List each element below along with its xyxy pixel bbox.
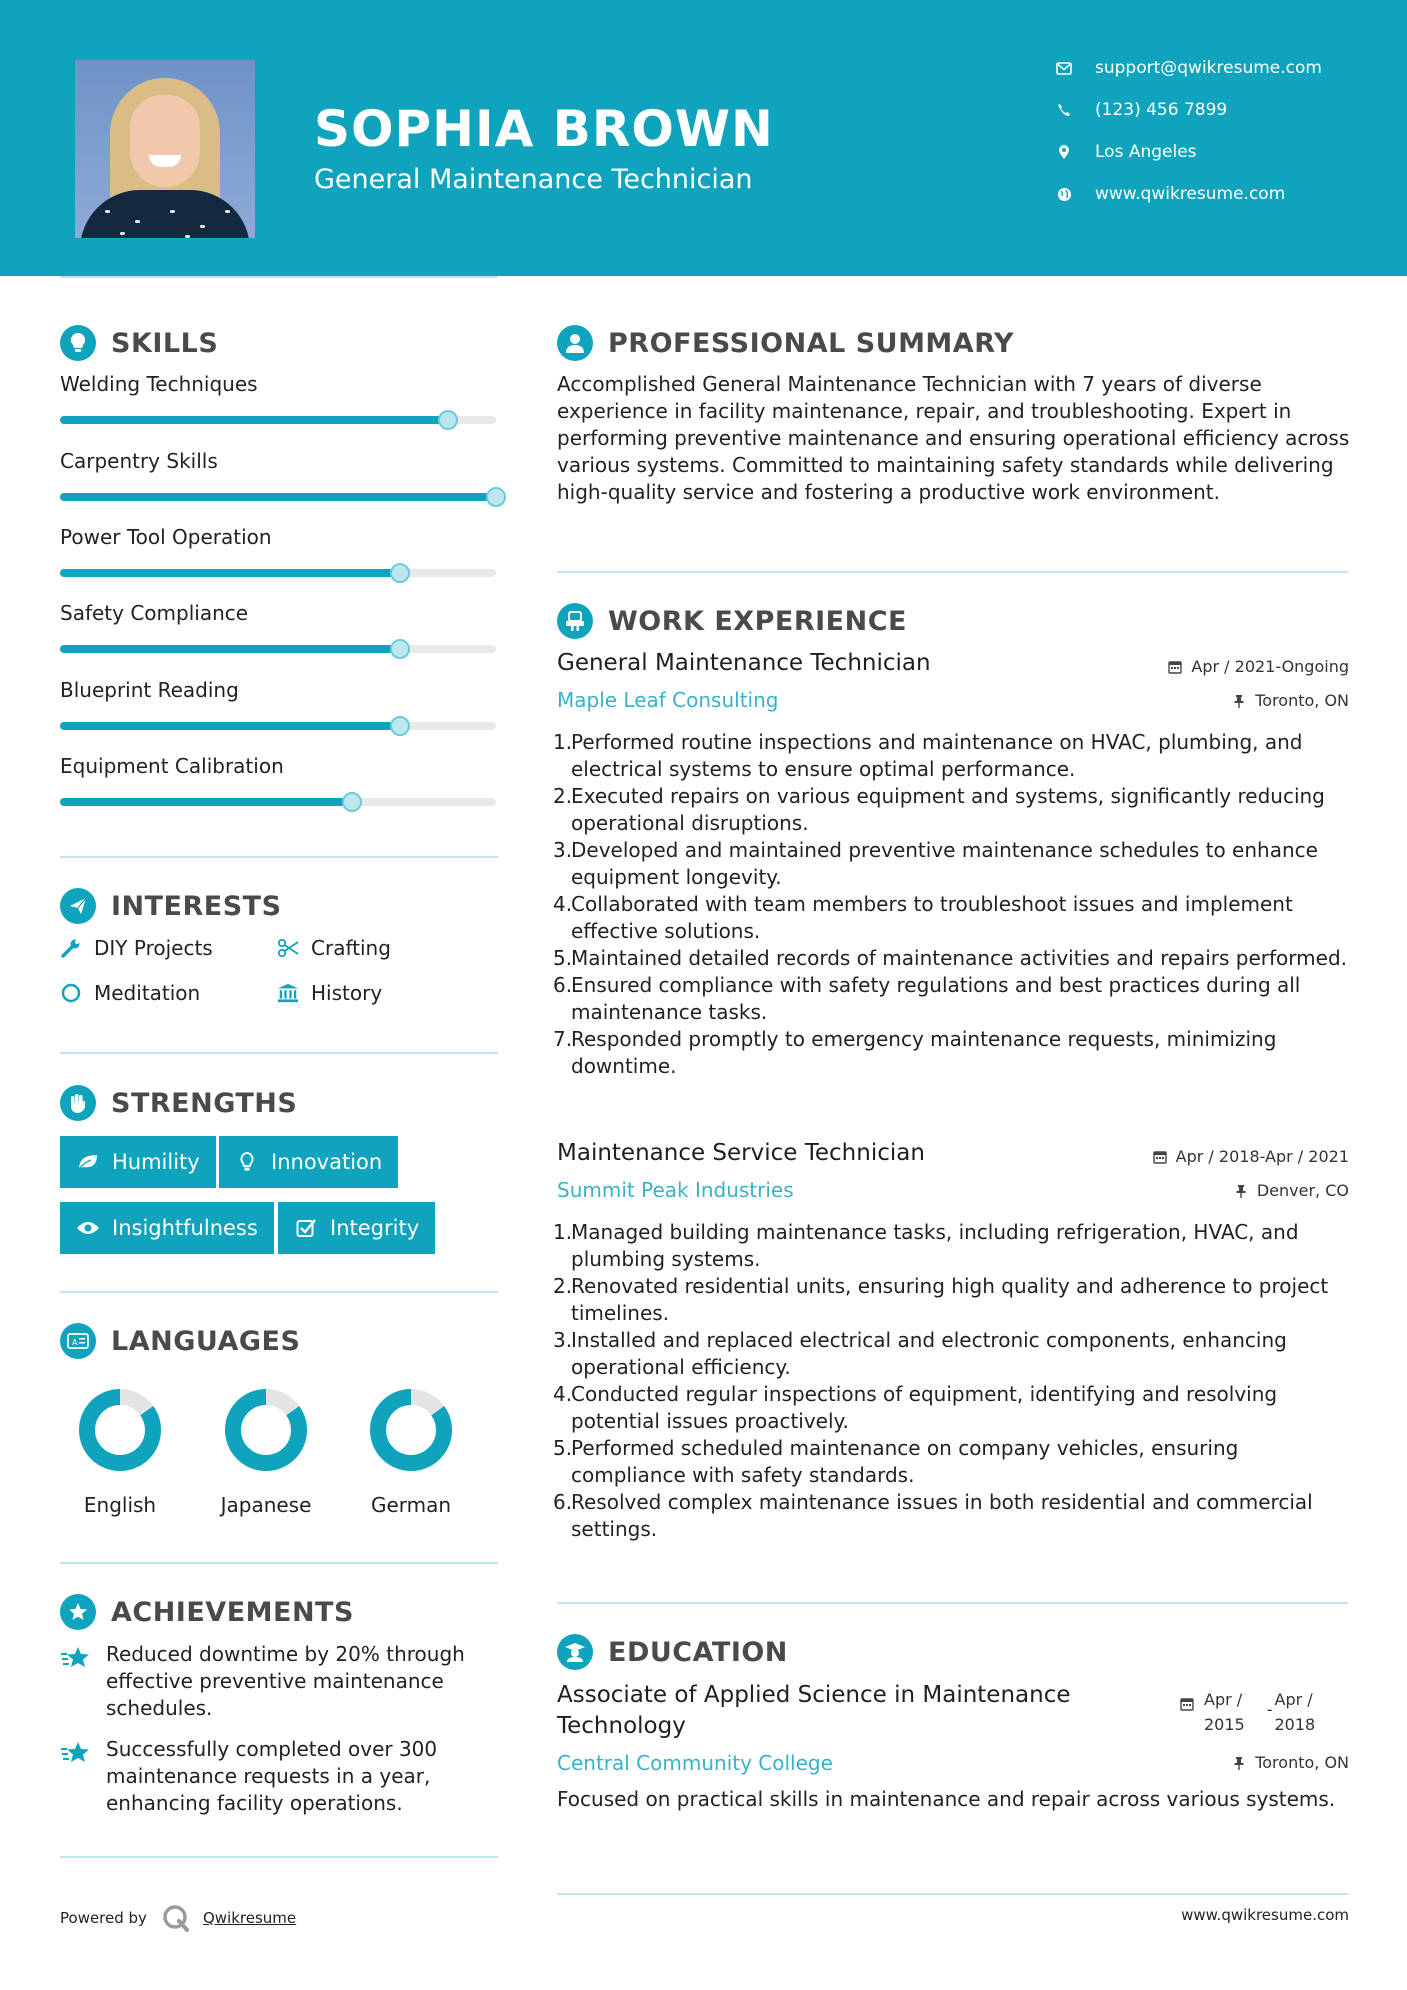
company-name: Maple Leaf Consulting: [557, 688, 779, 712]
wrench-icon: [60, 937, 82, 959]
section-divider: [60, 856, 498, 858]
skill-bar-fill: [60, 722, 400, 730]
qwikresume-logo-icon: [161, 1903, 191, 1933]
interest-item: Meditation: [60, 981, 200, 1005]
company-name: Summit Peak Industries: [557, 1178, 794, 1202]
lightbulb-icon: [235, 1151, 259, 1173]
calendar-icon: [1152, 1149, 1168, 1165]
language-ring: [366, 1385, 456, 1475]
job-title: Maintenance Service Technician: [557, 1140, 925, 1166]
skill-bar: [60, 722, 496, 730]
languages-heading: A LANGUAGES: [60, 1323, 300, 1359]
section-divider: [60, 1291, 498, 1293]
skills-heading: SKILLS: [60, 325, 218, 361]
powered-by[interactable]: Powered by Qwikresume: [60, 1903, 296, 1933]
footer-website[interactable]: www.qwikresume.com: [1181, 1906, 1349, 1924]
section-divider: [60, 1052, 498, 1054]
language-ring: [221, 1385, 311, 1475]
strength-tag: Integrity: [278, 1202, 435, 1254]
strength-tag: Insightfulness: [60, 1202, 274, 1254]
leaf-icon: [76, 1151, 100, 1173]
skill-bar-knob: [390, 639, 410, 659]
achievement-item: Successfully completed over 300 maintenance requests in a year, enhancing facility operations.: [60, 1736, 500, 1817]
interests-heading: INTERESTS: [60, 888, 282, 924]
section-divider: [557, 1893, 1348, 1895]
job-location: Toronto, ON: [1231, 691, 1349, 710]
skill-bar: [60, 798, 496, 806]
language-icon: [60, 1323, 96, 1359]
skill-label: Power Tool Operation: [60, 525, 272, 549]
check-square-icon: [294, 1217, 318, 1239]
contact-location: Los Angeles: [1055, 142, 1197, 162]
section-divider: [557, 571, 1348, 573]
bullet-item: 1. Managed building maintenance tasks, including refrigeration, HVAC, and plumbing systems.: [553, 1220, 1299, 1271]
job-dates: Apr / 2021-Ongoing: [1167, 657, 1349, 676]
degree-title: Associate of Applied Science in Maintenance Technology: [557, 1682, 1071, 1739]
job-bullets: [553, 1219, 1357, 1543]
skill-bar-fill: [60, 569, 400, 577]
summary-text: Accomplished General Maintenance Technician with 7 years of diverse experience in facility maintenance, repair, and troubleshooting. Expert in performing preventive maintenance and ensuring operational efficiency across various systems. Committed to maintaining safety standards while delivering high-quality service and fostering a productive work environment.: [557, 372, 1350, 504]
skill-label: Blueprint Reading: [60, 678, 239, 702]
job-title: General Maintenance Technician: [557, 650, 931, 676]
job-location: Denver, CO: [1233, 1181, 1349, 1200]
user-icon: [557, 325, 593, 361]
education-dates: Apr / 2015 - Apr / 2018: [1180, 1687, 1315, 1737]
school-name: Central Community College: [557, 1751, 833, 1775]
profile-photo: [75, 60, 255, 238]
section-divider: [60, 1856, 498, 1858]
experience-heading: WORK EXPERIENCE: [557, 603, 907, 639]
graduate-icon: [557, 1634, 593, 1670]
skill-bar-knob: [486, 487, 506, 507]
contact-website[interactable]: www.qwikresume.com: [1055, 184, 1285, 204]
globe-icon: [1055, 185, 1073, 203]
language-item: Japanese: [206, 1385, 326, 1517]
bullet-item: 3. Developed and maintained preventive maintenance schedules to enhance equipment longevity.: [553, 838, 1318, 889]
skill-label: Safety Compliance: [60, 601, 249, 625]
job-dates: Apr / 2018-Apr / 2021: [1152, 1147, 1349, 1166]
skill-label: Welding Techniques: [60, 372, 258, 396]
language-item: English: [60, 1385, 180, 1517]
skill-bar: [60, 569, 496, 577]
contact-phone[interactable]: (123) 456 7899: [1055, 100, 1227, 120]
interest-item: History: [277, 981, 382, 1005]
star-icon: [60, 1736, 92, 1817]
strengths-heading: STRENGTHS: [60, 1085, 297, 1121]
bullet-item: 2. Renovated residential units, ensuring high quality and adherence to project timelines.: [553, 1274, 1329, 1325]
interest-item: DIY Projects: [60, 936, 213, 960]
skill-bar-knob: [342, 792, 362, 812]
header-divider-left: [60, 276, 498, 278]
strength-tag: Humility: [60, 1136, 216, 1188]
strength-tag: Innovation: [219, 1136, 398, 1188]
eye-icon: [76, 1217, 100, 1239]
bullet-item: 5. Maintained detailed records of maintenance activities and repairs performed.: [553, 946, 1347, 970]
phone-icon: [1055, 101, 1073, 119]
education-heading: EDUCATION: [557, 1634, 788, 1670]
candidate-title: General Maintenance Technician: [314, 164, 753, 195]
bullet-item: 5. Performed scheduled maintenance on company vehicles, ensuring compliance with safety standards.: [553, 1436, 1239, 1487]
museum-icon: [277, 982, 299, 1004]
section-divider: [60, 1562, 498, 1564]
calendar-icon: [1167, 659, 1183, 675]
skill-bar-fill: [60, 493, 496, 501]
fist-icon: [60, 1085, 96, 1121]
bullet-item: 6. Ensured compliance with safety regulations and best practices during all maintenance tasks.: [553, 973, 1301, 1024]
bullet-item: 7. Responded promptly to emergency maintenance requests, minimizing downtime.: [553, 1027, 1277, 1078]
job-bullets: [553, 729, 1357, 1080]
language-item: German: [351, 1385, 471, 1517]
skill-label: Carpentry Skills: [60, 449, 218, 473]
education-location: Toronto, ON: [1231, 1753, 1349, 1772]
briefcase-icon: [557, 603, 593, 639]
star-icon: [60, 1641, 92, 1722]
circle-icon: [60, 982, 82, 1004]
lightbulb-icon: [60, 325, 96, 361]
achievement-item: Reduced downtime by 20% through effective preventive maintenance schedules.: [60, 1641, 500, 1722]
skill-bar-knob: [438, 410, 458, 430]
skill-bar-fill: [60, 798, 352, 806]
skill-label: Equipment Calibration: [60, 754, 284, 778]
skill-bar: [60, 416, 496, 424]
skill-bar-knob: [390, 563, 410, 583]
summary-heading: PROFESSIONAL SUMMARY: [557, 325, 1014, 361]
language-ring: [75, 1385, 165, 1475]
bullet-item: 6. Resolved complex maintenance issues in both residential and commercial settings.: [553, 1490, 1313, 1541]
skill-bar-fill: [60, 645, 400, 653]
envelope-icon: [1055, 59, 1073, 77]
bullet-item: 3. Installed and replaced electrical and electronic components, enhancing operational efficiency.: [553, 1328, 1287, 1379]
qwikresume-link[interactable]: Qwikresume: [202, 1909, 297, 1927]
skill-bar-fill: [60, 416, 448, 424]
star-badge-icon: [60, 1594, 96, 1630]
pushpin-icon: [1231, 1755, 1247, 1771]
achievements-heading: ACHIEVEMENTS: [60, 1594, 354, 1630]
resume-header: [0, 0, 1407, 276]
pushpin-icon: [1233, 1183, 1249, 1199]
bullet-item: 4. Conducted regular inspections of equipment, identifying and resolving potential issues proactively.: [553, 1382, 1278, 1433]
section-divider: [557, 1602, 1348, 1604]
skill-bar-knob: [390, 716, 410, 736]
education-description: Focused on practical skills in maintenance and repair across various systems.: [557, 1787, 1336, 1811]
candidate-name: SOPHIA BROWN: [314, 100, 774, 158]
contact-email[interactable]: support@qwikresume.com: [1055, 58, 1322, 78]
bullet-item: 4. Collaborated with team members to troubleshoot issues and implement effective solutions.: [553, 892, 1293, 943]
bullet-item: 2. Executed repairs on various equipment and systems, significantly reducing operational disruptions.: [553, 784, 1325, 835]
calendar-icon: [1180, 1697, 1196, 1713]
bullet-item: 1. Performed routine inspections and maintenance on HVAC, plumbing, and electrical systems to ensure optimal performance.: [553, 730, 1303, 781]
svg-text:A: A: [72, 1338, 78, 1347]
scissors-icon: [277, 937, 299, 959]
skill-bar: [60, 645, 496, 653]
paper-plane-icon: [60, 888, 96, 924]
map-pin-icon: [1055, 143, 1073, 161]
pushpin-icon: [1231, 693, 1247, 709]
interest-item: Crafting: [277, 936, 391, 960]
skill-bar: [60, 493, 496, 501]
